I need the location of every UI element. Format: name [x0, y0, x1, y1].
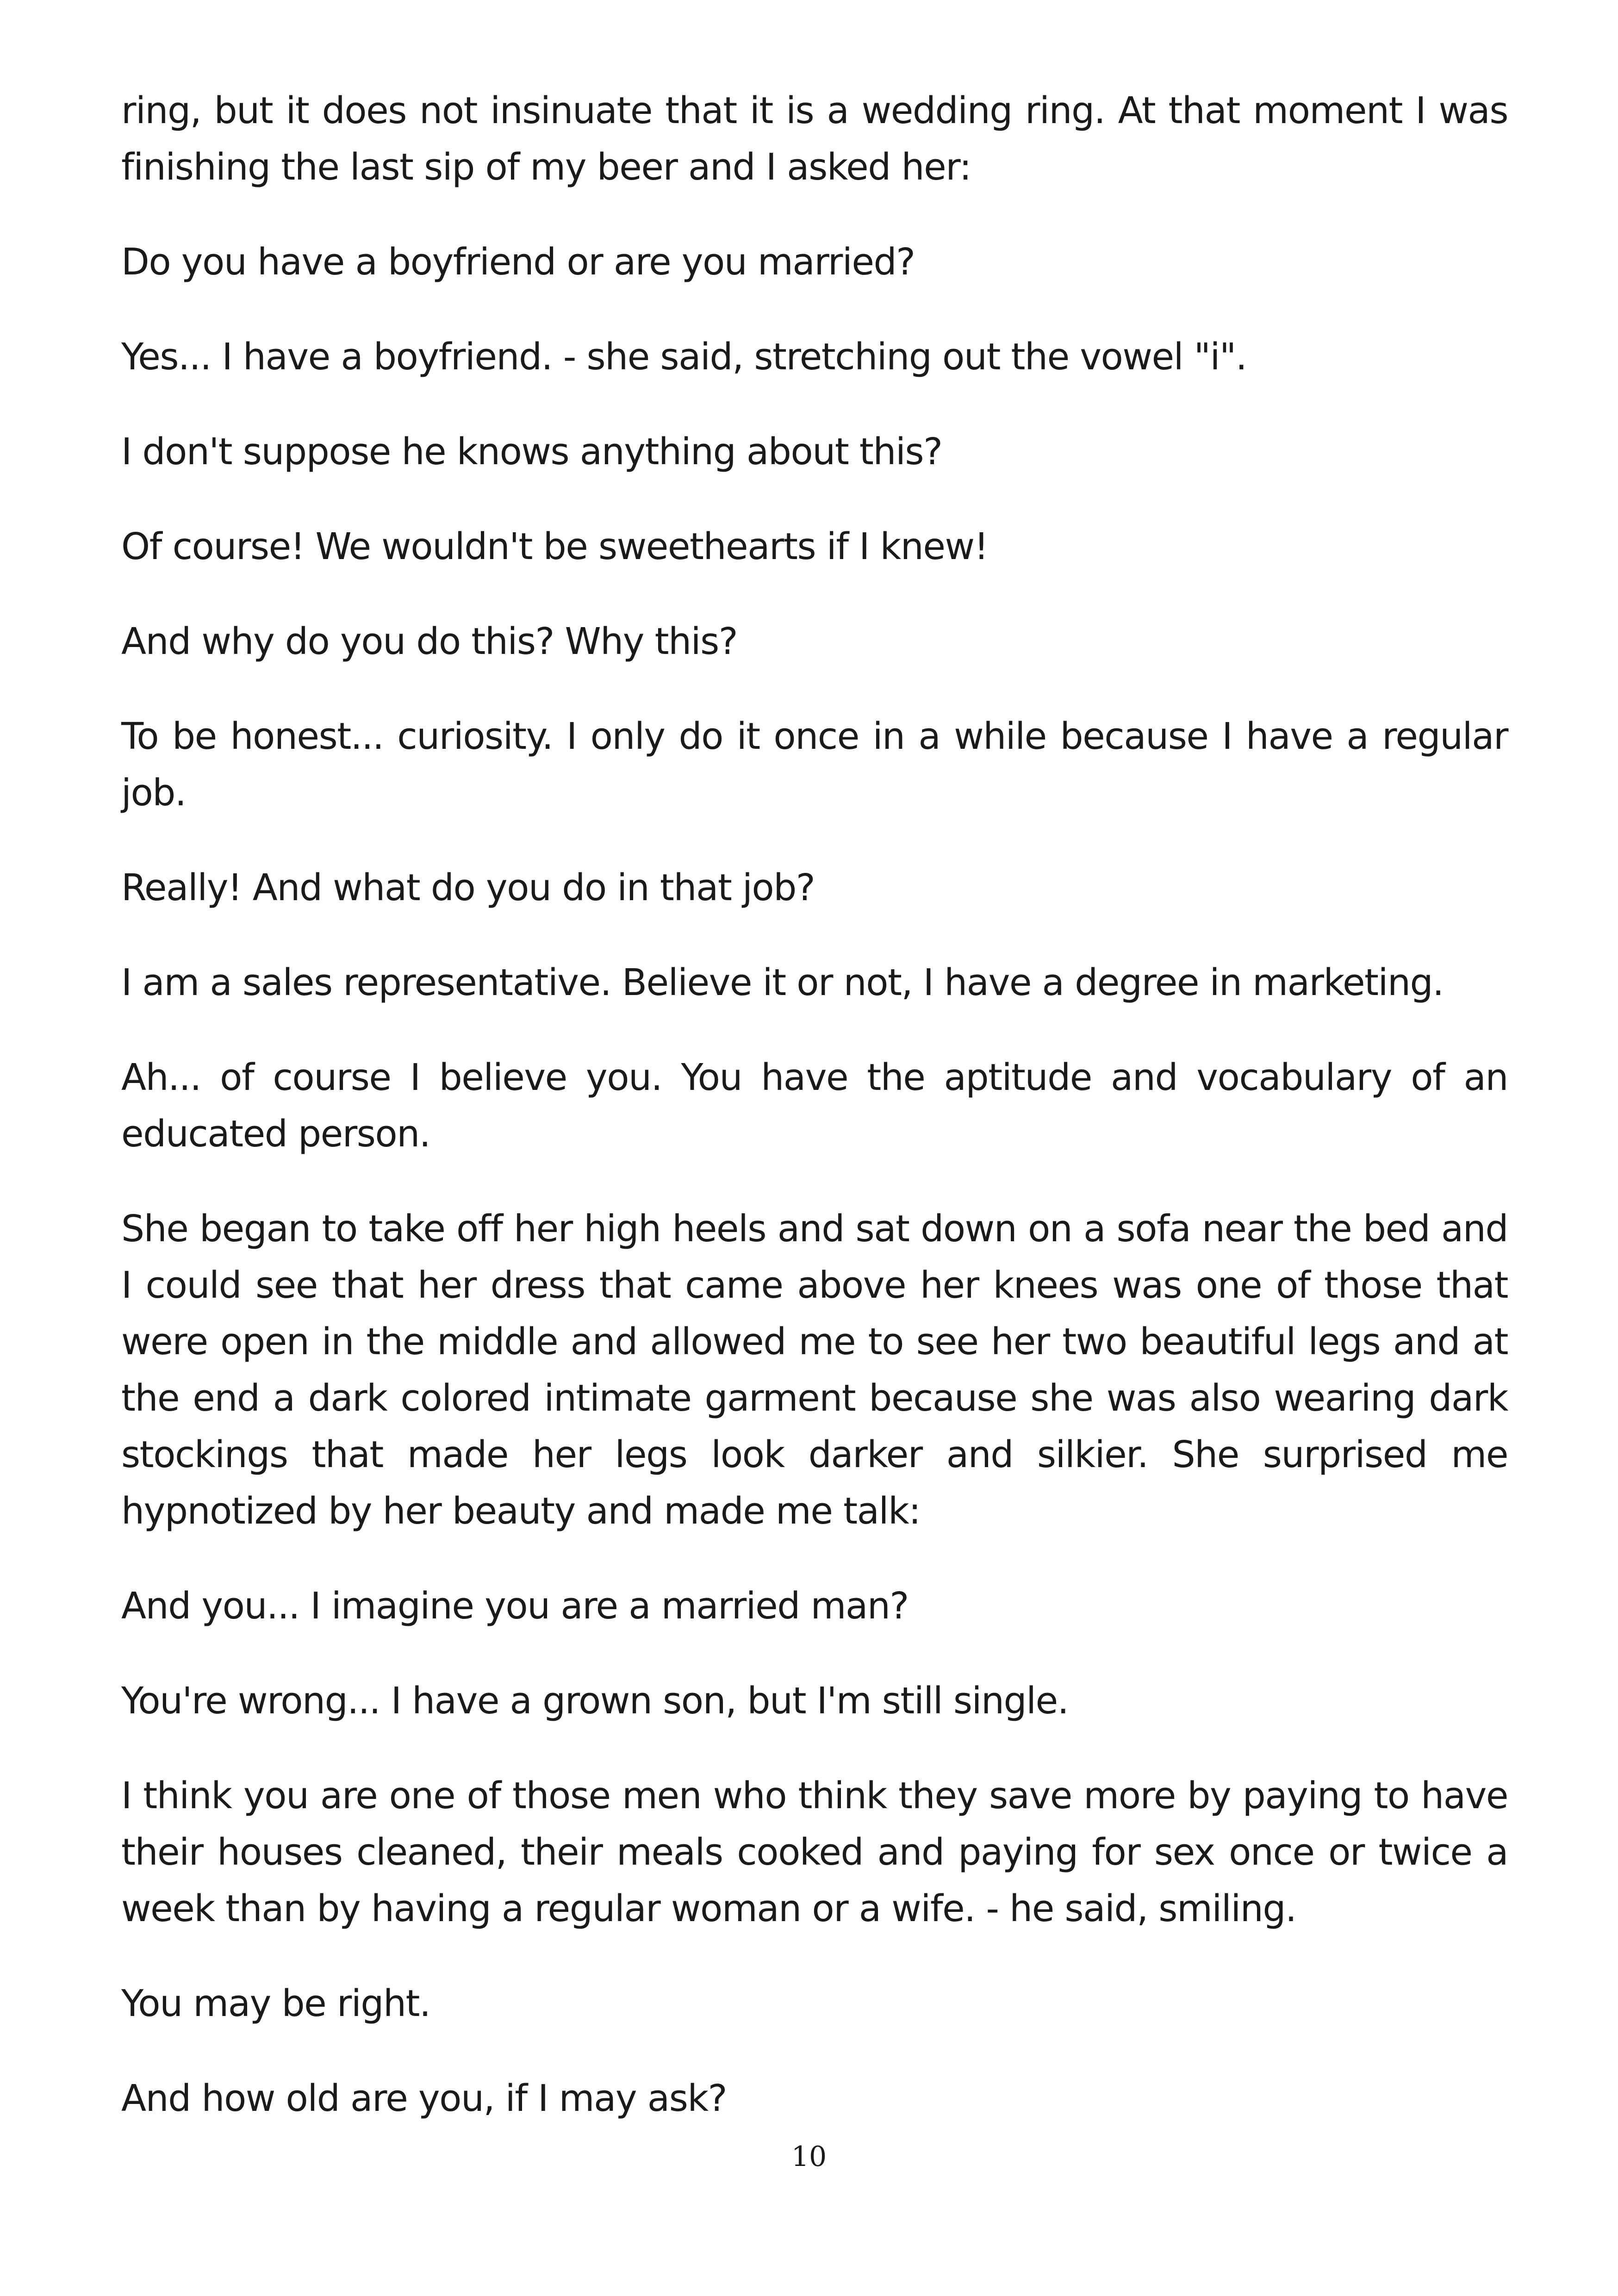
paragraph: I am a sales representative. Believe it or not, I have a degree in marketing. — [121, 961, 1444, 1004]
paragraph: Do you have a boyfriend or are you married? — [121, 241, 915, 283]
paragraph: And why do you do this? Why this? — [121, 620, 738, 663]
paragraph: You're wrong... I have a grown son, but I'm still single. — [121, 1680, 1069, 1722]
paragraph: Really! And what do you do in that job? — [121, 866, 815, 909]
paragraph: She began to take off her high heels and sat down on a sofa near the bed and I could see that her dress that came above her knees was one of those that were open in the middle and allowed me to see her two beautiful legs and at the end a dark colored intimate garment because she was also wearing dark stockings that made her legs look darker and silkier. She surprised me hypnotized by her beauty and made me talk: — [121, 1207, 1508, 1532]
paragraph: Ah... of course I believe you. You have the aptitude and vocabulary of an educated person. — [121, 1056, 1508, 1155]
paragraph: I think you are one of those men who think they save more by paying to have their houses cleaned, their meals cooked and paying for sex once or twice a week than by having a regular woman or a wife. - he said, smiling. — [121, 1774, 1508, 1930]
paragraph: Yes... I have a boyfriend. - she said, stretching out the vowel "i". — [121, 336, 1247, 378]
paragraph: Of course! We wouldn't be sweethearts if I knew! — [121, 525, 988, 568]
body-text — [121, 82, 1508, 2165]
paragraph: I don't suppose he knows anything about this? — [121, 430, 942, 473]
paragraph: ring, but it does not insinuate that it is a wedding ring. At that moment I was finishing the last sip of my beer and I asked her: — [121, 89, 1508, 188]
paragraph: To be honest... curiosity. I only do it once in a while because I have a regular job. — [121, 715, 1508, 814]
page-number: 10 — [791, 2140, 827, 2173]
paragraph: And how old are you, if I may ask? — [121, 2077, 727, 2120]
paragraph: You may be right. — [121, 1982, 430, 2025]
paragraph: And you... I imagine you are a married man? — [121, 1585, 909, 1627]
